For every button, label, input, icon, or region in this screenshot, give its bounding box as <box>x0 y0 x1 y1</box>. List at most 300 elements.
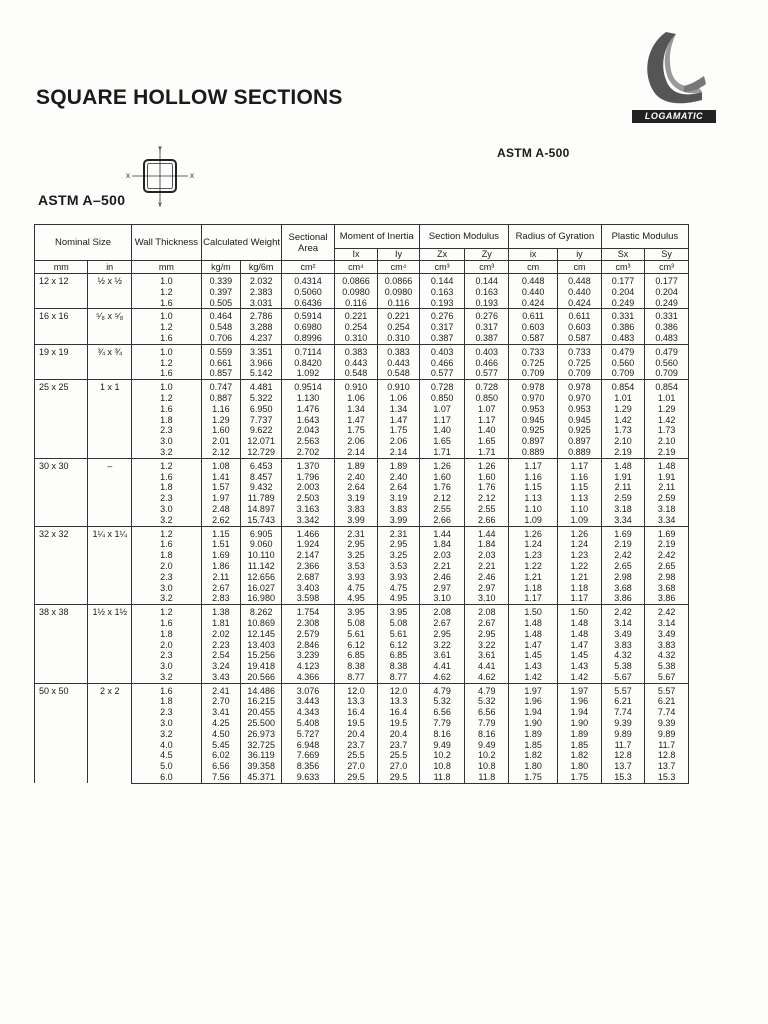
table-cell: 2.21 <box>419 561 465 572</box>
table-cell: 4.75 <box>378 583 419 594</box>
table-cell: 2.66 <box>465 515 509 526</box>
table-cell: 0.0866 <box>378 274 419 287</box>
table-row <box>35 322 689 333</box>
table-cell: 1.2 <box>132 605 202 618</box>
table-cell: 2.59 <box>645 493 689 504</box>
axis-x-label-left: X <box>126 174 131 180</box>
nominal-size-in: 1½ x 1½ <box>88 605 132 684</box>
table-cell: 1.65 <box>465 436 509 447</box>
table-cell: 29.5 <box>378 772 419 783</box>
table-row <box>35 458 689 471</box>
table-cell: 2.0 <box>132 561 202 572</box>
table-cell: 0.953 <box>558 404 602 415</box>
table-cell: 0.116 <box>334 298 378 309</box>
table-cell: 3.10 <box>465 593 509 604</box>
table-row <box>35 515 689 526</box>
table-cell: 1.45 <box>509 650 558 661</box>
table-cell: 2.70 <box>201 696 240 707</box>
table-cell: 15.743 <box>240 515 281 526</box>
table-cell: 3.53 <box>334 561 378 572</box>
table-cell: 1.48 <box>558 629 602 640</box>
table-cell: 0.339 <box>201 274 240 287</box>
table-cell: 10.110 <box>240 550 281 561</box>
nominal-size-in: 1¼ x 1¼ <box>88 526 132 605</box>
table-cell: 3.25 <box>378 550 419 561</box>
page-title: SQUARE HOLLOW SECTIONS <box>36 86 343 109</box>
table-cell: 1.17 <box>558 593 602 604</box>
table-cell: 2.043 <box>282 425 334 436</box>
table-cell: 5.142 <box>240 368 281 379</box>
table-cell: 1.24 <box>509 539 558 550</box>
table-row <box>35 583 689 594</box>
table-cell: 3.966 <box>240 358 281 369</box>
table-cell: 9.49 <box>419 740 465 751</box>
table-cell: 2.46 <box>419 572 465 583</box>
table-cell: 1.91 <box>601 472 645 483</box>
table-cell: 0.310 <box>378 333 419 344</box>
table-cell: 2.147 <box>282 550 334 561</box>
table-cell: 5.08 <box>378 618 419 629</box>
table-cell: 0.661 <box>201 358 240 369</box>
table-cell: 4.25 <box>201 718 240 729</box>
table-cell: 1.69 <box>645 526 689 539</box>
table-cell: 1.75 <box>378 425 419 436</box>
table-cell: 9.622 <box>240 425 281 436</box>
table-cell: 1.44 <box>465 526 509 539</box>
table-cell: 13.3 <box>334 696 378 707</box>
table-cell: 5.61 <box>334 629 378 640</box>
table-cell: 1.26 <box>465 458 509 471</box>
table-cell: 1.40 <box>465 425 509 436</box>
table-row <box>35 380 689 393</box>
table-cell: 0.733 <box>558 344 602 357</box>
table-cell: 1.94 <box>509 707 558 718</box>
table-cell: 1.23 <box>558 550 602 561</box>
table-cell: 1.90 <box>558 718 602 729</box>
table-cell: 3.076 <box>282 683 334 696</box>
table-cell: 1.23 <box>509 550 558 561</box>
table-cell: 5.0 <box>132 761 202 772</box>
table-cell: 12.145 <box>240 629 281 640</box>
table-cell: 3.83 <box>378 504 419 515</box>
table-cell: 9.89 <box>601 729 645 740</box>
table-cell: 4.366 <box>282 672 334 683</box>
table-cell: 5.08 <box>334 618 378 629</box>
table-cell: 1.01 <box>645 393 689 404</box>
table-cell: 1.22 <box>509 561 558 572</box>
table-cell: 1.69 <box>201 550 240 561</box>
table-cell: 2.10 <box>601 436 645 447</box>
table-cell: 2.786 <box>240 309 281 322</box>
table-row <box>35 447 689 458</box>
table-cell: 25.5 <box>334 750 378 761</box>
table-cell: 4.41 <box>419 661 465 672</box>
table-cell: 1.08 <box>201 458 240 471</box>
table-cell: 1.17 <box>465 415 509 426</box>
table-cell: 1.8 <box>132 482 202 493</box>
table-cell: 2.66 <box>419 515 465 526</box>
nominal-size-in: – <box>88 458 132 526</box>
table-cell: 0.254 <box>378 322 419 333</box>
table-cell: 2.11 <box>201 572 240 583</box>
table-cell: 2.19 <box>601 447 645 458</box>
table-cell: 1.796 <box>282 472 334 483</box>
table-cell: 3.239 <box>282 650 334 661</box>
nominal-size-mm: 19 x 19 <box>35 344 88 379</box>
table-cell: 2.3 <box>132 707 202 718</box>
table-cell: 4.123 <box>282 661 334 672</box>
table-cell: 39.358 <box>240 761 281 772</box>
table-cell: 1.6 <box>132 333 202 344</box>
table-cell: 1.75 <box>334 425 378 436</box>
table-cell: 10.869 <box>240 618 281 629</box>
table-cell: 3.61 <box>419 650 465 661</box>
table-cell: 1.60 <box>419 472 465 483</box>
unit-cell: kg/m <box>201 261 240 274</box>
unit-cell: kg/6m <box>240 261 281 274</box>
table-cell: 4.32 <box>601 650 645 661</box>
table-cell: 0.331 <box>645 309 689 322</box>
table-cell: 0.857 <box>201 368 240 379</box>
table-cell: 1.29 <box>645 404 689 415</box>
table-cell: 0.887 <box>201 393 240 404</box>
table-cell: 0.587 <box>558 333 602 344</box>
table-cell: 2.08 <box>419 605 465 618</box>
table-cell: 8.16 <box>465 729 509 740</box>
table-cell: 0.728 <box>465 380 509 393</box>
table-cell: 16.4 <box>378 707 419 718</box>
table-cell: 4.5 <box>132 750 202 761</box>
table-cell: 0.448 <box>509 274 558 287</box>
table-cell: 2.3 <box>132 425 202 436</box>
table-cell: 2.95 <box>378 539 419 550</box>
table-cell: 0.8420 <box>282 358 334 369</box>
table-cell: 0.7114 <box>282 344 334 357</box>
table-cell: 0.249 <box>601 298 645 309</box>
table-cell: 13.3 <box>378 696 419 707</box>
nominal-size-mm: 30 x 30 <box>35 458 88 526</box>
table-cell: 0.548 <box>201 322 240 333</box>
unit-cell: cm³ <box>419 261 465 274</box>
table-cell: 0.850 <box>465 393 509 404</box>
table-cell: 0.383 <box>334 344 378 357</box>
table-cell: 2.12 <box>419 493 465 504</box>
table-cell: 1.2 <box>132 358 202 369</box>
table-cell: 1.06 <box>378 393 419 404</box>
unit-cell: cm⁴ <box>334 261 378 274</box>
table-cell: 2.62 <box>201 515 240 526</box>
table-cell: 1.16 <box>558 472 602 483</box>
table-row <box>35 358 689 369</box>
table-cell: 16.4 <box>334 707 378 718</box>
table-cell: 25.500 <box>240 718 281 729</box>
table-cell: 1.48 <box>558 618 602 629</box>
section-axis-diagram <box>124 144 196 208</box>
table-cell: 1.0 <box>132 274 202 287</box>
table-cell: 2.55 <box>419 504 465 515</box>
table-cell: 1.47 <box>334 415 378 426</box>
table-cell: 9.49 <box>465 740 509 751</box>
table-cell: 8.38 <box>334 661 378 672</box>
table-cell: 0.889 <box>509 447 558 458</box>
table-cell: 2.21 <box>465 561 509 572</box>
table-cell: 1.43 <box>558 661 602 672</box>
table-cell: 0.163 <box>419 287 465 298</box>
table-cell: 0.747 <box>201 380 240 393</box>
table-cell: 1.07 <box>419 404 465 415</box>
table-cell: 4.237 <box>240 333 281 344</box>
table-cell: 0.448 <box>558 274 602 287</box>
unit-cell: cm³ <box>465 261 509 274</box>
table-row <box>35 572 689 583</box>
table-cell: 1.2 <box>132 458 202 471</box>
table-cell: 1.80 <box>509 761 558 772</box>
table-cell: 15.3 <box>645 772 689 783</box>
table-cell: 6.948 <box>282 740 334 751</box>
table-cell: 6.56 <box>465 707 509 718</box>
table-cell: 0.709 <box>645 368 689 379</box>
table-cell: 10.8 <box>419 761 465 772</box>
table-row <box>35 274 689 287</box>
table-cell: 6.0 <box>132 772 202 783</box>
table-cell: 2.95 <box>419 629 465 640</box>
table-cell: 2.41 <box>201 683 240 696</box>
table-cell: 2.687 <box>282 572 334 583</box>
table-cell: 3.49 <box>645 629 689 640</box>
table-row <box>35 650 689 661</box>
header-zx: Zx <box>419 249 465 261</box>
table-cell: 11.7 <box>601 740 645 751</box>
table-cell: 20.455 <box>240 707 281 718</box>
table-cell: 0.945 <box>509 415 558 426</box>
table-cell: 2.59 <box>601 493 645 504</box>
header-sx: Sx <box>601 249 645 261</box>
table-cell: 0.953 <box>509 404 558 415</box>
table-cell: 3.61 <box>465 650 509 661</box>
table-cell: 0.978 <box>558 380 602 393</box>
table-cell: 1.0 <box>132 380 202 393</box>
table-cell: 3.93 <box>378 572 419 583</box>
unit-cell: cm³ <box>645 261 689 274</box>
table-cell: 2.42 <box>645 605 689 618</box>
standard-label-top: ASTM A-500 <box>497 146 570 160</box>
table-cell: 8.16 <box>419 729 465 740</box>
table-row <box>35 772 689 783</box>
table-cell: 20.4 <box>378 729 419 740</box>
table-cell: 4.95 <box>378 593 419 604</box>
table-cell: 2.3 <box>132 650 202 661</box>
table-cell: 1.69 <box>601 526 645 539</box>
axis-y-label-bottom: Y <box>158 203 163 208</box>
table-cell: 0.483 <box>601 333 645 344</box>
table-cell: 1.6 <box>132 618 202 629</box>
table-cell: 1.26 <box>419 458 465 471</box>
table-cell: 1.97 <box>509 683 558 696</box>
table-row <box>35 618 689 629</box>
table-cell: 3.342 <box>282 515 334 526</box>
table-cell: 9.39 <box>601 718 645 729</box>
table-cell: 19.5 <box>378 718 419 729</box>
table-cell: 1.47 <box>558 640 602 651</box>
table-cell: 8.38 <box>378 661 419 672</box>
table-cell: 2.48 <box>201 504 240 515</box>
table-cell: 1.29 <box>201 415 240 426</box>
table-cell: 1.15 <box>201 526 240 539</box>
table-cell: 2.11 <box>645 482 689 493</box>
header-wall-thickness: Wall Thickness <box>132 225 202 261</box>
table-row <box>35 629 689 640</box>
table-cell: 0.725 <box>558 358 602 369</box>
table-row <box>35 696 689 707</box>
header-section-modulus: Section Modulus <box>419 225 508 249</box>
table-cell: 5.61 <box>378 629 419 640</box>
table-cell: 15.256 <box>240 650 281 661</box>
table-cell: 0.204 <box>601 287 645 298</box>
table-cell: 12.656 <box>240 572 281 583</box>
unit-cell: mm <box>35 261 88 274</box>
table-cell: 1.89 <box>509 729 558 740</box>
table-cell: 1.96 <box>509 696 558 707</box>
table-cell: 0.221 <box>378 309 419 322</box>
table-row <box>35 415 689 426</box>
table-cell: 1.47 <box>509 640 558 651</box>
table-cell: 0.397 <box>201 287 240 298</box>
table-row <box>35 539 689 550</box>
table-cell: 3.41 <box>201 707 240 718</box>
table-cell: 3.2 <box>132 672 202 683</box>
table-cell: 1.90 <box>509 718 558 729</box>
table-cell: 1.2 <box>132 393 202 404</box>
table-cell: 15.3 <box>601 772 645 783</box>
table-cell: 10.8 <box>465 761 509 772</box>
nominal-size-in: ½ x ½ <box>88 274 132 309</box>
header-ix: Ix <box>334 249 378 261</box>
table-cell: 1.34 <box>334 404 378 415</box>
table-cell: 0.479 <box>645 344 689 357</box>
table-cell: 6.56 <box>201 761 240 772</box>
table-cell: 1.85 <box>509 740 558 751</box>
nominal-size-mm: 38 x 38 <box>35 605 88 684</box>
table-row <box>35 672 689 683</box>
table-cell: 13.7 <box>645 761 689 772</box>
table-cell: 0.276 <box>465 309 509 322</box>
table-cell: 1.6 <box>132 404 202 415</box>
table-cell: 2.12 <box>201 447 240 458</box>
table-cell: 0.116 <box>378 298 419 309</box>
table-cell: 6.21 <box>645 696 689 707</box>
table-cell: 3.68 <box>601 583 645 594</box>
table-row <box>35 309 689 322</box>
table-cell: 0.386 <box>645 322 689 333</box>
table-cell: 0.925 <box>509 425 558 436</box>
table-cell: 0.970 <box>509 393 558 404</box>
table-cell: 7.79 <box>465 718 509 729</box>
table-cell: 5.38 <box>601 661 645 672</box>
table-cell: 11.7 <box>645 740 689 751</box>
table-cell: 2.67 <box>201 583 240 594</box>
unit-cell: cm³ <box>601 261 645 274</box>
table-cell: 1.22 <box>558 561 602 572</box>
table-cell: 1.91 <box>645 472 689 483</box>
table-cell: 2.19 <box>645 539 689 550</box>
table-cell: 2.67 <box>465 618 509 629</box>
table-cell: 16.027 <box>240 583 281 594</box>
table-cell: 1.89 <box>378 458 419 471</box>
table-cell: 0.5914 <box>282 309 334 322</box>
table-cell: 3.2 <box>132 593 202 604</box>
table-cell: 1.6 <box>132 298 202 309</box>
table-cell: 1.76 <box>465 482 509 493</box>
table-cell: 8.77 <box>334 672 378 683</box>
table-cell: 2.366 <box>282 561 334 572</box>
table-cell: 0.221 <box>334 309 378 322</box>
table-cell: 10.2 <box>419 750 465 761</box>
table-cell: 0.548 <box>334 368 378 379</box>
table-cell: 1.48 <box>509 618 558 629</box>
table-cell: 8.77 <box>378 672 419 683</box>
table-cell: 2.06 <box>334 436 378 447</box>
table-cell: 0.0980 <box>378 287 419 298</box>
table-cell: 2.702 <box>282 447 334 458</box>
table-row <box>35 593 689 604</box>
table-cell: 1.65 <box>419 436 465 447</box>
table-cell: 1.07 <box>465 404 509 415</box>
table-cell: 0.587 <box>509 333 558 344</box>
table-cell: 1.45 <box>558 650 602 661</box>
table-cell: 1.42 <box>601 415 645 426</box>
table-cell: 2.003 <box>282 482 334 493</box>
table-cell: 3.83 <box>601 640 645 651</box>
nominal-size-mm: 32 x 32 <box>35 526 88 605</box>
table-cell: 1.94 <box>558 707 602 718</box>
table-cell: 0.331 <box>601 309 645 322</box>
table-cell: 6.905 <box>240 526 281 539</box>
table-cell: 0.249 <box>645 298 689 309</box>
table-cell: 2.02 <box>201 629 240 640</box>
table-cell: 6.950 <box>240 404 281 415</box>
table-cell: 1.48 <box>509 629 558 640</box>
table-cell: 0.443 <box>334 358 378 369</box>
table-cell: 0.725 <box>509 358 558 369</box>
table-cell: 19.5 <box>334 718 378 729</box>
table-cell: 1.0 <box>132 309 202 322</box>
table-cell: 1.13 <box>509 493 558 504</box>
header-radius-of-gyration: Radius of Gyration <box>509 225 602 249</box>
table-cell: 0.403 <box>419 344 465 357</box>
table-cell: 12.8 <box>645 750 689 761</box>
table-cell: 1.8 <box>132 629 202 640</box>
table-cell: 3.031 <box>240 298 281 309</box>
table-cell: 12.729 <box>240 447 281 458</box>
table-row <box>35 287 689 298</box>
table-cell: 1.60 <box>465 472 509 483</box>
table-cell: 4.481 <box>240 380 281 393</box>
table-cell: 2.46 <box>465 572 509 583</box>
table-cell: 5.67 <box>645 672 689 683</box>
table-cell: 5.45 <box>201 740 240 751</box>
table-cell: 1.96 <box>558 696 602 707</box>
table-cell: 1.17 <box>509 593 558 604</box>
table-row <box>35 740 689 751</box>
table-cell: 1.0 <box>132 344 202 357</box>
table-cell: 16.215 <box>240 696 281 707</box>
table-cell: 3.34 <box>645 515 689 526</box>
table-cell: 3.25 <box>334 550 378 561</box>
table-cell: 6.85 <box>378 650 419 661</box>
table-cell: 1.71 <box>419 447 465 458</box>
table-cell: 1.130 <box>282 393 334 404</box>
table-cell: 1.71 <box>465 447 509 458</box>
